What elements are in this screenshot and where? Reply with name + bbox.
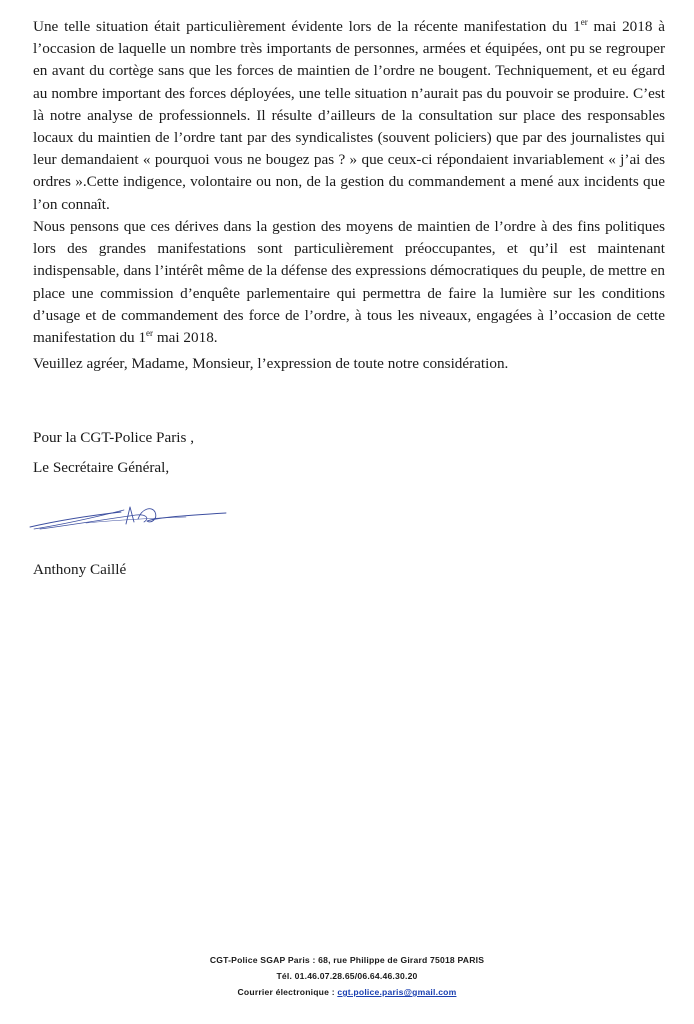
signer-name: Anthony Caillé	[33, 561, 127, 578]
paragraph-text: Nous pensons que ces dérives dans la gestion des moyens de maintien de l’ordre à des fins politiques lors des grandes manifestations sont particulièrement préoccupantes, et qu’il est maintenant indispensable, dans l’intérêt même de la défense des expressions démocratiques du peuple, de mettre en place une commission d’enquête parlementaire qui permettra de faire la lumière sur les conditions d’usage et de commandement des force de l’ordre, à tous les niveaux, engagées à l’occasion de cette manifestation du 1	[33, 218, 665, 347]
handwritten-signature	[26, 502, 231, 532]
footer-email-link[interactable]: cgt.police.paris@gmail.com	[337, 987, 457, 997]
paragraph-text: mai 2018.	[153, 329, 218, 347]
ordinal-superscript: er	[146, 327, 154, 338]
paragraph-commission	[33, 216, 665, 349]
paragraph-salutation: Veuillez agréer, Madame, Monsieur, l’expression de toute notre considération.	[33, 355, 509, 372]
footer-email-label: Courrier électronique :	[237, 987, 338, 997]
ordinal-superscript: er	[580, 16, 588, 27]
paragraph-text: mai 2018 à l’occasion de laquelle un nombre très importants de personnes, armées et équipées, ont pu se regrouper en avant du cortège sans que les forces de maintien de l’ordre ne bougent. Techniquement, et eu égard au nombre important des forces déployées, une telle situation n’aurait pas du pouvoir se produire. C’est là notre analyse de professionnels. Il résulte d’ailleurs de la consultation sur place des responsables locaux du maintien de l’ordre tant par des syndicalistes (souvent policiers) que par des journalistes qui leur demandaient « pourquoi vous ne bougez pas ? » que ceux-ci répondaient invariablement « j’ai des ordres ».Cette indigence, volontaire ou non, de la gestion du commandement a mené aux incidents que l’on connaît.	[33, 18, 665, 213]
closing-organization: Pour la CGT-Police Paris ,	[33, 429, 195, 446]
paragraph-text: Une telle situation était particulièrement évidente lors de la récente manifestation du 1	[33, 18, 581, 35]
closing-title: Le Secrétaire Général,	[33, 459, 170, 476]
footer-phone: Tél. 01.46.07.28.65/06.64.46.30.20	[276, 971, 418, 981]
paragraph-manifestation	[33, 16, 665, 216]
footer-address: CGT-Police SGAP Paris : 68, rue Philippe de Girard 75018 PARIS	[209, 955, 485, 965]
footer-email-line	[0, 987, 694, 997]
